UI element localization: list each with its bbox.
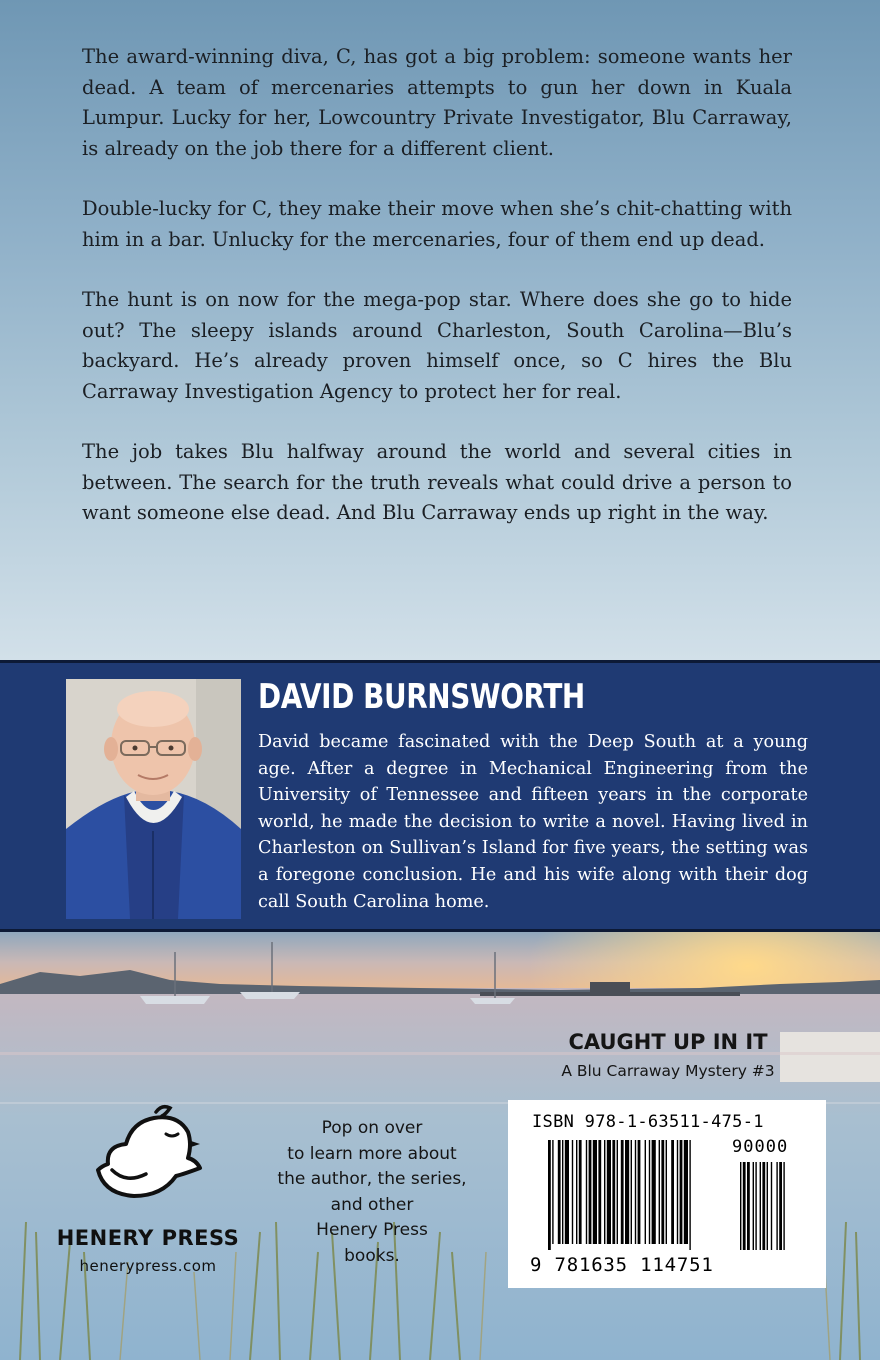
barcode-bar bbox=[659, 1140, 660, 1244]
barcode-addon-bar bbox=[743, 1162, 746, 1250]
promo-line: Pop on over bbox=[321, 1118, 423, 1138]
author-name: DAVID BURNSWORTH bbox=[258, 677, 585, 717]
book-title: CAUGHT UP IN IT bbox=[568, 1030, 768, 1054]
series-name: A Blu Carraway Mystery #3 bbox=[561, 1062, 775, 1080]
barcode-bar bbox=[607, 1140, 611, 1244]
promo-line: the author, the series, bbox=[277, 1169, 467, 1189]
promo-text bbox=[258, 1116, 486, 1269]
barcode-bar bbox=[562, 1140, 563, 1244]
barcode-bar bbox=[638, 1140, 641, 1244]
barcode-bar bbox=[635, 1140, 636, 1244]
promo-line: to learn more about bbox=[287, 1143, 457, 1164]
barcode-addon-bar bbox=[779, 1162, 782, 1250]
barcode-addon-bar bbox=[762, 1162, 765, 1250]
barcode-bar bbox=[579, 1140, 582, 1244]
barcode-bar bbox=[548, 1140, 551, 1250]
author-photo bbox=[66, 679, 241, 919]
publisher-name: HENERY PRESS bbox=[56, 1226, 240, 1250]
barcode-bar bbox=[576, 1140, 577, 1244]
barcode-bar bbox=[604, 1140, 605, 1244]
promo-line: and other bbox=[330, 1194, 414, 1215]
barcode-bar bbox=[649, 1140, 650, 1244]
barcode-bar bbox=[612, 1140, 615, 1244]
barcode-bar bbox=[680, 1140, 683, 1244]
barcode-bar bbox=[558, 1140, 561, 1244]
promo-line: books. bbox=[344, 1245, 400, 1266]
barcode-bar bbox=[625, 1140, 629, 1244]
barcode-bar bbox=[598, 1140, 601, 1244]
promo-line: Henery Press bbox=[316, 1220, 428, 1240]
barcode-bar bbox=[671, 1140, 674, 1244]
barcode-bar bbox=[552, 1140, 553, 1244]
barcode-bar bbox=[652, 1140, 656, 1244]
barcode-bar bbox=[617, 1140, 618, 1244]
barcode-addon-bar bbox=[760, 1162, 761, 1250]
barcode-bar bbox=[586, 1140, 587, 1244]
barcode-bar bbox=[593, 1140, 597, 1244]
barcode-bar bbox=[666, 1140, 667, 1244]
book-description bbox=[82, 42, 792, 559]
barcode-bar bbox=[572, 1140, 573, 1244]
barcode-addon-bar bbox=[783, 1162, 784, 1250]
barcode-icon bbox=[548, 1140, 813, 1250]
barcode-addon-bar bbox=[755, 1162, 756, 1250]
barcode-addon-bar bbox=[753, 1162, 754, 1250]
blurb-paragraph-2: Double-lucky for C, they make their move when she’s chit-chatting with him in a bar. Unlucky for the mercenaries, four of them end up dead. bbox=[82, 197, 792, 251]
author-portrait-icon bbox=[66, 679, 241, 919]
blurb-paragraph-1: The award-winning diva, C, has got a big problem: someone wants her dead. A team of mercenaries attempts to gun her down in Kuala Lumpur. Lucky for her, Lowcountry Private Investigator, Blu Carraway, is already on the job there for a different client. bbox=[82, 45, 792, 160]
barcode-addon-bar bbox=[740, 1162, 741, 1250]
ean-digits: 9 781635 114751 bbox=[530, 1254, 714, 1276]
barcode-box bbox=[508, 1100, 826, 1288]
barcode-bar bbox=[677, 1140, 678, 1244]
barcode-addon-number: 90000 bbox=[732, 1137, 789, 1157]
barcode-addon-bar bbox=[747, 1162, 750, 1250]
blurb-paragraph-3: The hunt is on now for the mega-pop star. Where does she go to hide out? The sleepy islands around Charleston, South Carolina—Blu’s backyard. He’s already proven himself once, so C hires the Blu Carraway Investigation Agency to protect her for real. bbox=[82, 288, 792, 403]
barcode-bar bbox=[621, 1140, 624, 1244]
barcode-bar bbox=[645, 1140, 646, 1244]
barcode-bar bbox=[684, 1140, 688, 1244]
barcode-bar bbox=[661, 1140, 664, 1244]
barcode-bar bbox=[565, 1140, 569, 1244]
publisher-url: henerypress.com bbox=[79, 1257, 217, 1275]
blurb-paragraph-4: The job takes Blu halfway around the world and several cities in between. The search for the truth reveals what could drive a person to want someone else dead. And Blu Carraway ends up right in the way. bbox=[82, 440, 792, 524]
barcode-addon-bar bbox=[771, 1162, 772, 1250]
barcode-addon-bar bbox=[776, 1162, 777, 1250]
barcode-addon-bar bbox=[767, 1162, 768, 1250]
barcode-bar bbox=[631, 1140, 632, 1244]
barcode-bar bbox=[589, 1140, 592, 1244]
bird-logo-icon bbox=[92, 1100, 204, 1210]
author-section bbox=[0, 660, 880, 932]
author-bio: David became fascinated with the Deep South at a young age. After a degree in Mechanical Engineering from the University of Tennessee and fifteen years in the corporate world, he made the decision to write a novel. Having lived in Charleston on Sullivan’s Island for five years, the setting was a foregone conclusion. He and his wife along with their dog call South Carolina home. bbox=[258, 732, 808, 912]
barcode-bar bbox=[689, 1140, 690, 1250]
isbn-label: ISBN 978-1-63511-475-1 bbox=[532, 1112, 764, 1132]
